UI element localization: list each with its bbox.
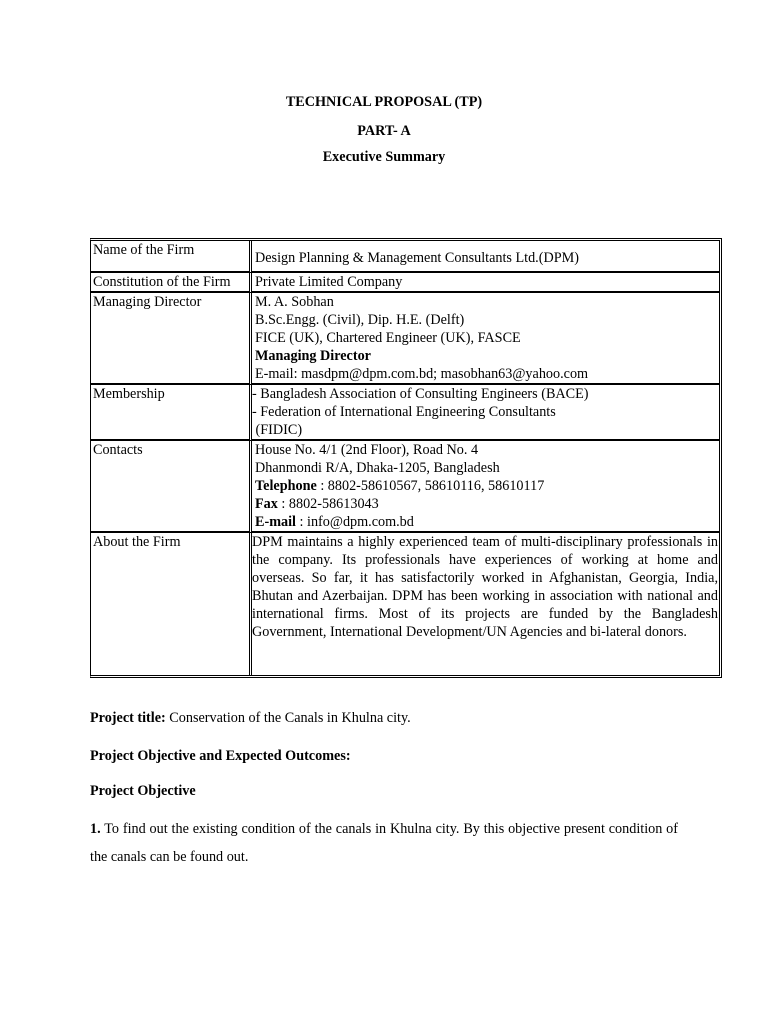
objective-heading: Project Objective <box>90 783 196 799</box>
email-value: : info@dpm.com.bd <box>295 514 414 530</box>
objectives-heading: Project Objective and Expected Outcomes: <box>90 748 351 764</box>
row-label-membership: Membership <box>91 385 252 441</box>
row-label-constitution: Constitution of the Firm <box>91 273 252 293</box>
telephone-line <box>255 477 717 495</box>
membership-line-1: - Bangladesh Association of Consulting Engineers (BACE) <box>252 386 589 402</box>
address-line-2: Dhanmondi R/A, Dhaka-1205, Bangladesh <box>255 460 500 476</box>
table-row <box>91 293 719 385</box>
objective-item-1-number: 1. <box>90 821 101 837</box>
director-role-text: Managing Director <box>255 348 371 364</box>
constitution-value: Private Limited Company <box>252 273 719 293</box>
project-title-value: Conservation of the Canals in Khulna city. <box>165 710 411 726</box>
about-firm-text: DPM maintains a highly experienced team of multi-disciplinary professionals in the company. Its professionals have experiences of working at home and overseas. So far, it has satisfactorily worked in Afghanistan, Georgia, India, Bhutan and Azerbaijan. DPM has been working in association with national and international firms. Most of its projects are funded by the Bangladesh Government, International Development/UN Agencies and bi-lateral donors. <box>252 534 718 640</box>
director-qualification-2: FICE (UK), Chartered Engineer (UK), FASCE <box>255 330 521 346</box>
email-line <box>255 513 717 531</box>
membership-line-2: - Federation of International Engineering Consultants <box>252 404 556 420</box>
firm-name-value: Design Planning & Management Consultants Ltd.(DPM) <box>252 241 719 273</box>
telephone-label: Telephone <box>255 478 317 494</box>
objective-item-1-text: To find out the existing condition of the canals in Khulna city. By this objective present condition of the canals can be found out. <box>90 821 678 865</box>
contacts-value <box>252 441 719 533</box>
firm-info-table <box>90 238 722 678</box>
membership-value <box>252 385 719 441</box>
fax-line <box>255 495 717 513</box>
document-title: TECHNICAL PROPOSAL (TP) <box>285 94 483 110</box>
row-label-about: About the Firm <box>91 533 252 675</box>
row-label-managing-director: Managing Director <box>91 293 252 385</box>
objective-item-1 <box>90 815 678 871</box>
row-label-name: Name of the Firm <box>91 241 252 273</box>
director-email: E-mail: masdpm@dpm.com.bd; masobhan63@yahoo.com <box>255 366 589 382</box>
project-title-label: Project title: <box>90 710 166 726</box>
membership-line-3: (FIDIC) <box>252 422 303 438</box>
email-label: E-mail <box>255 514 296 530</box>
row-label-contacts: Contacts <box>91 441 252 533</box>
table-row <box>91 385 719 441</box>
director-name: M. A. Sobhan <box>255 294 334 310</box>
project-title-line <box>90 704 678 732</box>
managing-director-value <box>252 293 719 385</box>
director-qualification-1: B.Sc.Engg. (Civil), Dip. H.E. (Delft) <box>255 312 465 328</box>
table-row <box>91 273 719 293</box>
table-row <box>91 533 719 675</box>
telephone-value: : 8802-58610567, 58610116, 58610117 <box>316 478 545 494</box>
section-heading: Executive Summary <box>322 149 446 165</box>
director-role <box>255 347 717 365</box>
fax-label: Fax <box>255 496 278 512</box>
part-heading: PART- A <box>357 123 411 139</box>
address-line-1: House No. 4/1 (2nd Floor), Road No. 4 <box>255 442 479 458</box>
fax-value: : 8802-58613043 <box>277 496 379 512</box>
table-row <box>91 241 719 273</box>
table-row <box>91 441 719 533</box>
